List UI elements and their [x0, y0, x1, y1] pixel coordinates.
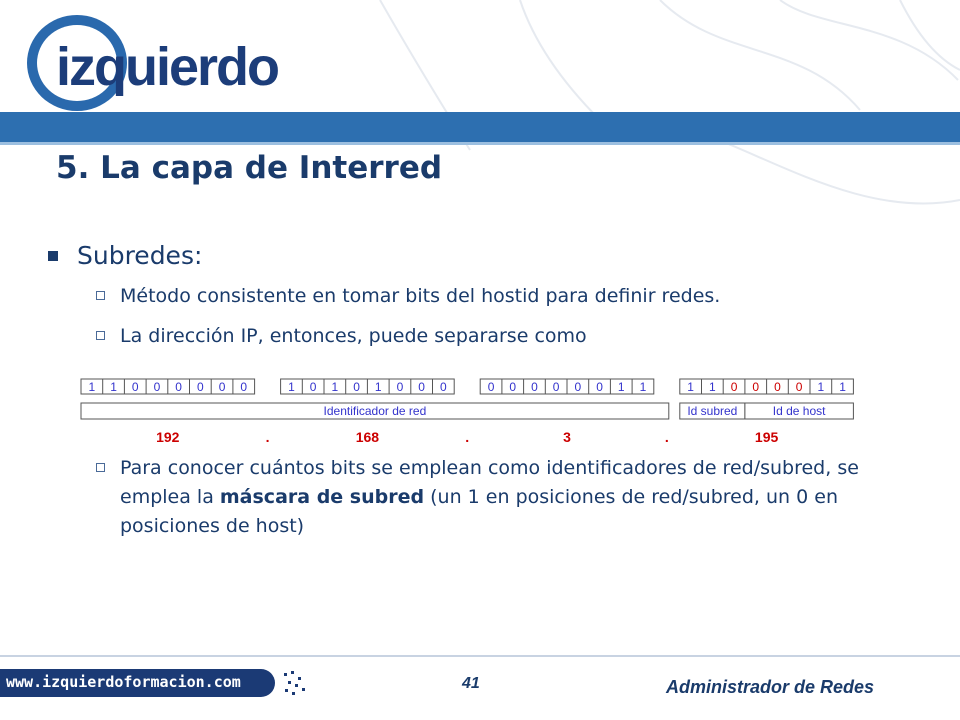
bit-value: 1 [617, 380, 625, 394]
sub-bullet-2-text: La dirección IP, entonces, puede separarse como [120, 325, 587, 347]
sub-bullet-3-text-b: (un 1 en posiciones de red/subred, un 0 en posiciones de host) [120, 486, 838, 537]
bit-value: 0 [730, 380, 738, 394]
footer-line [0, 655, 960, 657]
sub-bullet-2 [96, 322, 916, 351]
sub-bullet-1-text: Método consistente en tomar bits del hostid para definir redes. [120, 285, 721, 307]
course-name: Administrador de Redes [666, 677, 875, 697]
logo-text: izquierdo [56, 37, 278, 97]
header-band-line [0, 142, 960, 145]
bit-value: 0 [218, 380, 226, 394]
sub-bullet-3 [96, 454, 916, 541]
square-bullet-icon [48, 251, 58, 261]
bit-value: 0 [309, 380, 317, 394]
hollow-square-bullet-icon [96, 463, 105, 472]
network-id-label: Identificador de red [323, 404, 427, 418]
bit-value: 0 [396, 380, 404, 394]
bit-value: 0 [552, 380, 560, 394]
bit-value: 0 [175, 380, 182, 394]
izquierdo-logo [22, 10, 292, 114]
bit-value: 0 [509, 380, 517, 394]
sub-bullet-1 [96, 282, 916, 311]
octet-decimal: 3 [563, 429, 571, 445]
bit-value: 1 [817, 380, 825, 394]
bit-value: 0 [240, 380, 248, 394]
octet-decimal: 192 [156, 429, 180, 445]
header-band [0, 112, 960, 142]
sub-bullet-3-text-a: Para conocer cuántos bits se emplean como identificadores de red/subred, se emplea la [120, 457, 859, 508]
bit-value: 0 [153, 380, 161, 394]
bit-value: 0 [353, 380, 360, 394]
bit-value: 0 [574, 380, 582, 394]
octet-separator: . [265, 429, 270, 445]
bullet-subredes-text: Subredes: [77, 241, 203, 270]
octet-separator: . [465, 429, 470, 445]
bit-value: 1 [687, 380, 694, 394]
sub-bullet-3-text [120, 454, 916, 541]
octet-decimal: 195 [754, 429, 779, 445]
bit-value: 0 [752, 380, 760, 394]
bit-value: 0 [440, 380, 447, 394]
slide-title: 5. La capa de Interred [56, 150, 443, 186]
page-number: 41 [462, 675, 480, 692]
bit-value: 0 [531, 380, 538, 394]
footer-url[interactable]: www.izquierdoformacion.com [6, 673, 241, 691]
hollow-square-bullet-icon [96, 291, 105, 300]
subnet-id-label: Id subred [687, 404, 738, 418]
bit-value: 1 [639, 380, 647, 394]
hollow-square-bullet-icon [96, 331, 105, 340]
bit-value: 0 [131, 380, 139, 394]
bit-value: 1 [288, 380, 295, 394]
octet-separator: . [664, 429, 669, 445]
bullet-subredes [48, 241, 202, 270]
dots-decoration-icon [282, 669, 310, 697]
bit-value: 0 [487, 380, 495, 394]
bit-value: 1 [88, 380, 96, 394]
bit-value: 1 [110, 380, 117, 394]
mascara-de-subred-term: máscara de subred [219, 486, 425, 508]
bit-value: 1 [709, 380, 716, 394]
bit-value: 1 [374, 380, 382, 394]
bit-value: 1 [331, 380, 339, 394]
bit-value: 0 [795, 380, 803, 394]
bit-value: 0 [197, 380, 204, 394]
ip-address-diagram [80, 378, 860, 450]
bit-value: 0 [418, 380, 425, 394]
bit-value: 0 [774, 380, 781, 394]
octet-decimal: 168 [355, 429, 380, 445]
host-id-label: Id de host [772, 404, 826, 418]
bit-value: 1 [839, 380, 846, 394]
bit-value: 0 [596, 380, 603, 394]
